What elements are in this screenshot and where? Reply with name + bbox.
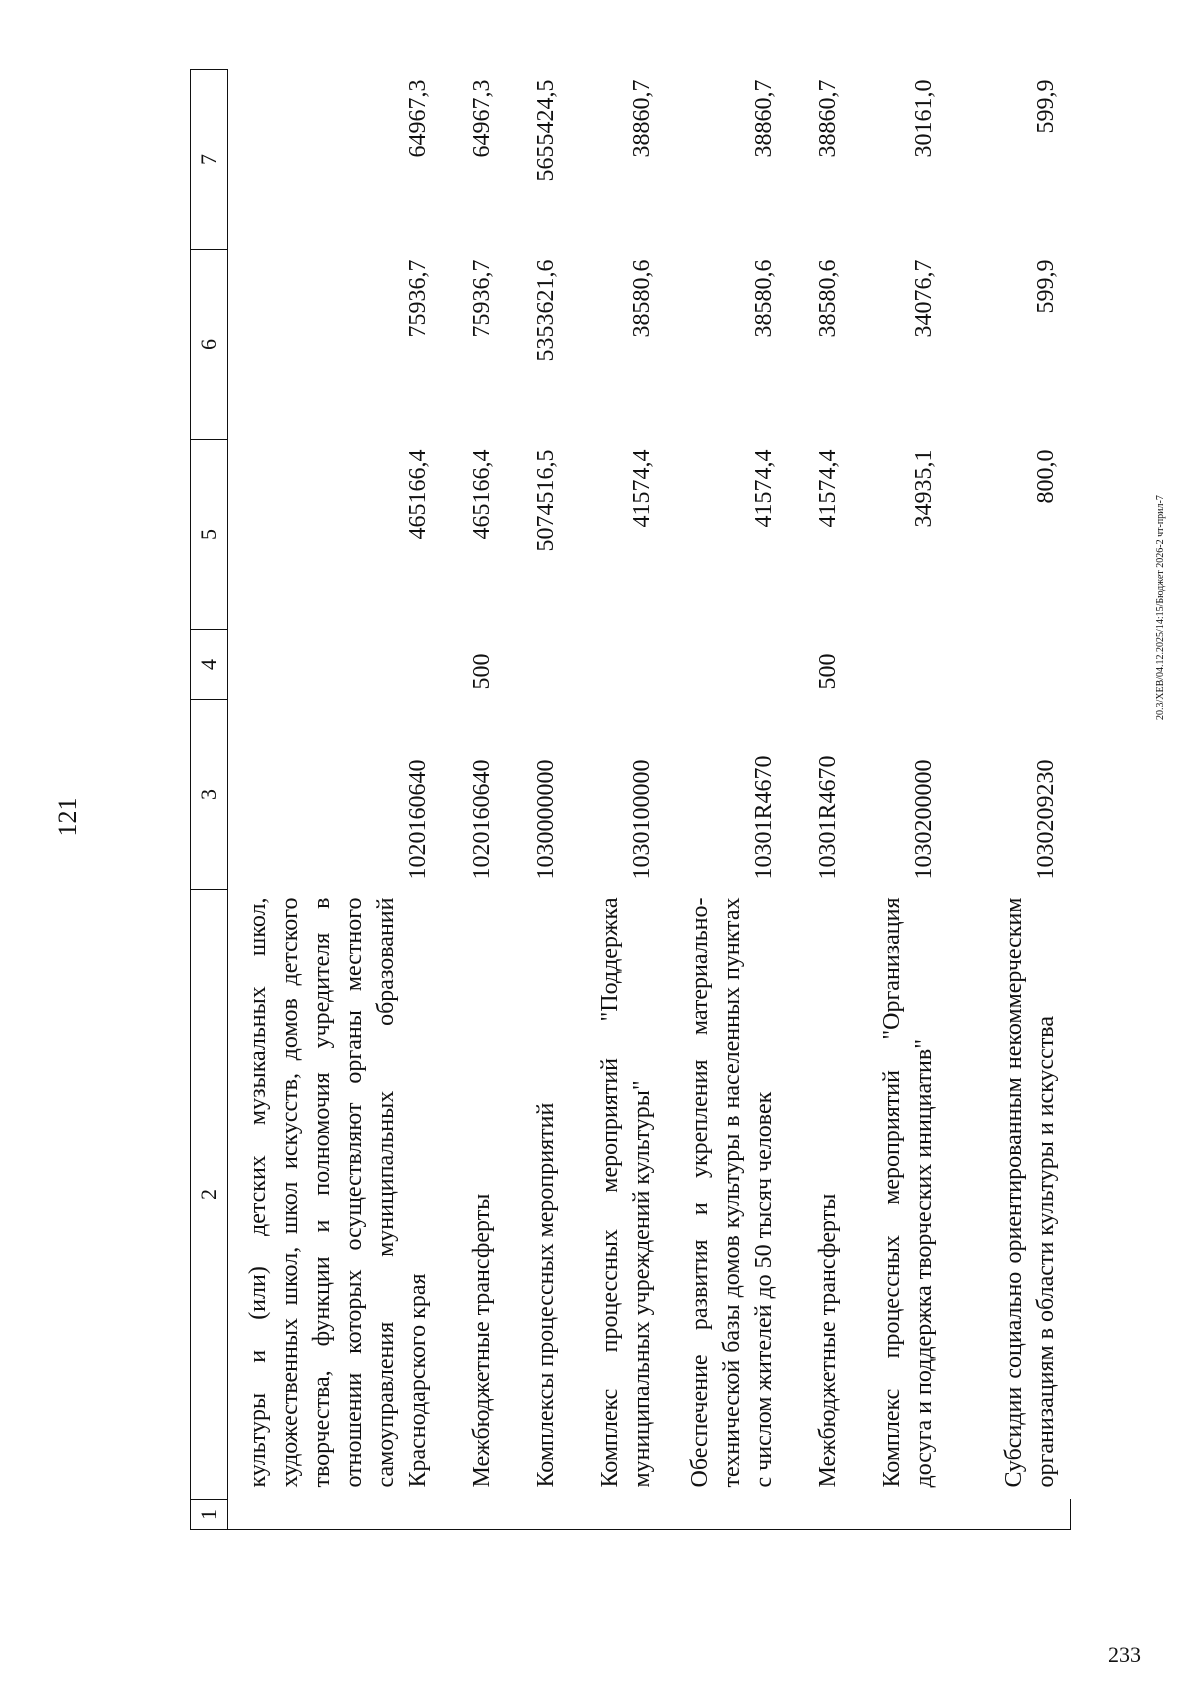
- row-expense-type: [506, 630, 570, 700]
- page-number-top: 121: [53, 797, 82, 837]
- row-value-2026: 800,0: [1033, 449, 1059, 504]
- row-index-cell: [228, 1500, 443, 1530]
- row-target-code: 1020160640: [405, 759, 431, 880]
- header-col-6: 6: [191, 250, 228, 440]
- footer: [1155, 200, 1175, 1700]
- row-target-code: 1030209230: [1033, 759, 1059, 880]
- row-target-code: 1020160640: [469, 759, 495, 880]
- row-expense-type: [228, 630, 443, 700]
- row-value-2026: 465166,4: [469, 449, 495, 540]
- row-value-2028: 5655424,5: [533, 79, 559, 182]
- row-description: Межбюджетные трансферты: [815, 1193, 841, 1488]
- table-row: [788, 70, 852, 1530]
- row-expense-type: [570, 630, 666, 700]
- table-row: [228, 70, 443, 1530]
- row-index-cell: [852, 1500, 948, 1530]
- header-col-7: 7: [191, 70, 228, 250]
- row-value-2026: 41574,4: [751, 449, 777, 528]
- row-target-code: 1030000000: [533, 759, 559, 880]
- row-value-2027: 38580,6: [815, 259, 841, 338]
- footer-code: 20.3/ХЕВ/04.12.2025/14:15/Бюджет 2026-2 чт-прил-7: [1155, 495, 1166, 720]
- table-row: [852, 70, 948, 1530]
- row-description: Комплекс процессных мероприятий "Поддержка муниципальных учреждений культуры": [597, 897, 655, 1488]
- row-value-2027: 75936,7: [405, 259, 431, 338]
- row-value-2028: 30161,0: [911, 79, 937, 158]
- row-target-code: 1030200000: [911, 759, 937, 880]
- row-index-cell: [948, 1500, 1070, 1530]
- row-value-2027: 34076,7: [911, 259, 937, 338]
- row-value-2027: 38580,6: [751, 259, 777, 338]
- row-value-2027: 38580,6: [629, 259, 655, 338]
- row-value-2027: 75936,7: [469, 259, 495, 338]
- header-col-2: 2: [191, 890, 228, 1500]
- row-value-2028: 38860,7: [751, 79, 777, 158]
- header-col-4: 4: [191, 630, 228, 700]
- row-description: Комплексы процессных мероприятий: [533, 1102, 559, 1488]
- row-target-code: 1030100000: [629, 759, 655, 880]
- row-value-2026: 34935,1: [911, 449, 937, 528]
- row-value-2028: 64967,3: [469, 79, 495, 158]
- row-expense-type: [666, 630, 788, 700]
- row-index-cell: [788, 1500, 852, 1530]
- table-row: [506, 70, 570, 1530]
- page-number-bottom: 233: [1108, 1642, 1141, 1667]
- row-value-2026: 5074516,5: [533, 449, 559, 552]
- table-row: [570, 70, 666, 1530]
- row-description: культуры и (или) детских музыкальных школ, художественных школ, школ искусств, домов детского творчества, функции и полномочия учредителя в отношении которых осуществляют органы местного самоуправления муниципальных образований Краснодарского края: [245, 897, 431, 1488]
- header-col-5: 5: [191, 440, 228, 630]
- budget-table-wrapper: [190, 70, 1059, 1530]
- row-description: Комплекс процессных мероприятий "Организация досуга и поддержка творческих инициатив": [879, 897, 937, 1488]
- row-value-2026: 465166,4: [405, 449, 431, 540]
- row-index-cell: [442, 1500, 506, 1530]
- row-value-2028: 599,9: [1033, 79, 1059, 134]
- row-expense-type: 500: [469, 653, 495, 690]
- row-value-2027: 599,9: [1033, 259, 1059, 314]
- row-expense-type: [852, 630, 948, 700]
- row-value-2028: 64967,3: [405, 79, 431, 158]
- table-row: [948, 70, 1070, 1530]
- row-target-code: 10301R4670: [751, 755, 777, 880]
- row-target-code: 10301R4670: [815, 755, 841, 880]
- row-value-2028: 38860,7: [629, 79, 655, 158]
- row-index-cell: [506, 1500, 570, 1530]
- table-row: [442, 70, 506, 1530]
- row-value-2026: 41574,4: [815, 449, 841, 528]
- row-description: Обеспечение развития и укрепления материально-технической базы домов культуры в населенных пунктах с числом жителей до 50 тысяч человек: [687, 897, 777, 1488]
- budget-table: [190, 69, 1071, 1530]
- row-description: Субсидии социально ориентированным некоммерческим организациям в области культуры и искусства: [1001, 897, 1059, 1488]
- row-expense-type: 500: [815, 653, 841, 690]
- row-description: Межбюджетные трансферты: [469, 1193, 495, 1488]
- row-expense-type: [948, 630, 1070, 700]
- header-row: [191, 70, 228, 1530]
- header-col-1: 1: [191, 1500, 228, 1530]
- row-index-cell: [666, 1500, 788, 1530]
- row-index-cell: [570, 1500, 666, 1530]
- row-value-2028: 38860,7: [815, 79, 841, 158]
- header-col-3: 3: [191, 700, 228, 890]
- table-row: [666, 70, 788, 1530]
- row-value-2026: 41574,4: [629, 449, 655, 528]
- row-value-2027: 5353621,6: [533, 259, 559, 362]
